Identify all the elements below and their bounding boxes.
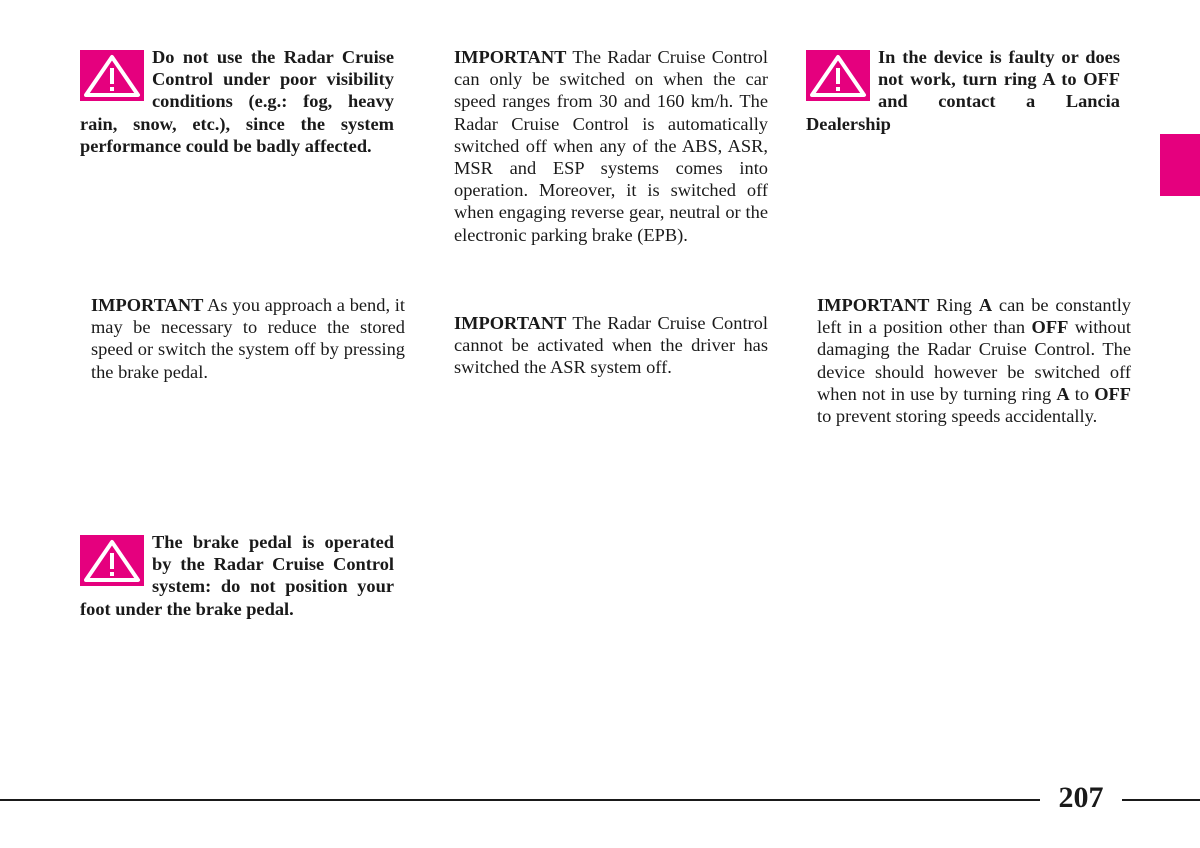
note-text: to prevent storing speeds accidentally.: [817, 406, 1098, 427]
warning-text: In the device is faulty or does not work, turn ring A to OFF and contact a Lancia Dealership: [806, 47, 1120, 134]
warning-triangle-icon: [80, 50, 144, 101]
note-text: Ring: [929, 295, 979, 315]
warning-triangle-icon: [806, 50, 870, 101]
off-label: OFF: [1031, 317, 1069, 338]
off-label: OFF: [1094, 383, 1131, 404]
section-tab-marker: [1160, 134, 1200, 196]
ring-label: A: [978, 295, 993, 315]
important-label: IMPORTANT: [817, 295, 930, 315]
warning-triangle-icon: [80, 535, 144, 586]
warning-block-faulty-device: [806, 46, 1120, 135]
important-label: IMPORTANT: [454, 313, 567, 333]
important-label: IMPORTANT: [454, 47, 567, 67]
warning-text: The brake pedal is operated by the Radar Cruise Control system: do not position your foot under the brake pedal.: [80, 532, 394, 619]
footer-rule-left: [0, 799, 1040, 801]
important-note-speed-range: [443, 46, 768, 246]
note-text: to: [1069, 383, 1095, 404]
ring-label: A: [1056, 383, 1070, 404]
important-label: IMPORTANT: [91, 295, 204, 315]
footer-rule-right: [1122, 799, 1200, 801]
note-text: without damaging the Radar Cruise Control. The device should however be switched off when not in use by turning ring: [817, 317, 1131, 404]
important-note-asr: [443, 312, 768, 379]
warning-block-brake-pedal: [80, 531, 394, 620]
important-note-ring-a: [806, 294, 1131, 427]
note-text: The Radar Cruise Control can only be switched on when the car speed ranges from 30 and 160 km/h. The Radar Cruise Control is automatically switched off when any of the ABS, ASR, MSR and ESP systems comes into operation. Moreover, it is switched off when engaging reverse gear, neutral or the electronic parking brake (EPB).: [454, 47, 768, 245]
warning-block-poor-visibility: [80, 46, 394, 157]
warning-text: Do not use the Radar Cruise Control under poor visibility conditions (e.g.: fog, heavy rain, snow, etc.), since the system performance could be badly affected.: [80, 47, 394, 156]
note-text: As you approach a bend, it may be necessary to reduce the stored speed or switch the system off by pressing the brake pedal.: [91, 295, 405, 382]
important-note-bend: [80, 294, 405, 383]
note-text: The Radar Cruise Control cannot be activated when the driver has switched the ASR system off.: [454, 313, 768, 378]
note-text: can be constantly left in a position other than: [817, 295, 1131, 338]
page-number: 207: [1058, 781, 1104, 814]
